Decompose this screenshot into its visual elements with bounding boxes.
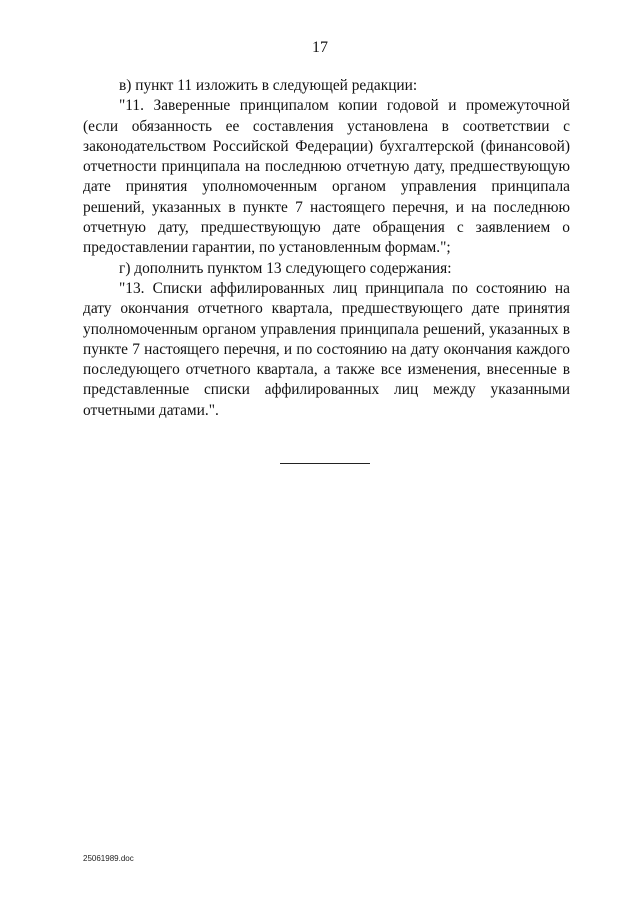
page-number: 17: [312, 39, 328, 56]
paragraph-clause-11: "11. Заверенные принципалом копии годовой и промежуточной (если обязанность ее составления установлена в соответствии с законодательством Российской Федерации) бухгалтерской (финансовой) отчетности принципала на последнюю отчетную дату, предшествующую дате принятия уполномоченным органом управления принципала решений, указанных в пункте 7 настоящего перечня, и на последнюю отчетную дату, предшествующую дате обращения с заявлением о предоставлении гарантии, по установленным формам.";: [83, 97, 570, 257]
paragraph-clause-13: "13. Списки аффилированных лиц принципала по состоянию на дату окончания отчетного квартала, предшествующего дате принятия уполномоченным органом управления принципала решений, указанных в пункте 7 настоящего перечня, и по состоянию на дату окончания каждого последующего отчетного квартала, а также все изменения, внесенные в представленные списки аффилированных лиц между указанными отчетными датами.".: [83, 279, 570, 419]
document-body: [83, 76, 570, 421]
end-divider: [280, 463, 370, 464]
document-code: 25061989.doc: [83, 854, 134, 863]
paragraph-item-v: в) пункт 11 изложить в следующей редакции:: [119, 77, 418, 94]
paragraph-item-g: г) дополнить пунктом 13 следующего содержания:: [119, 259, 452, 277]
